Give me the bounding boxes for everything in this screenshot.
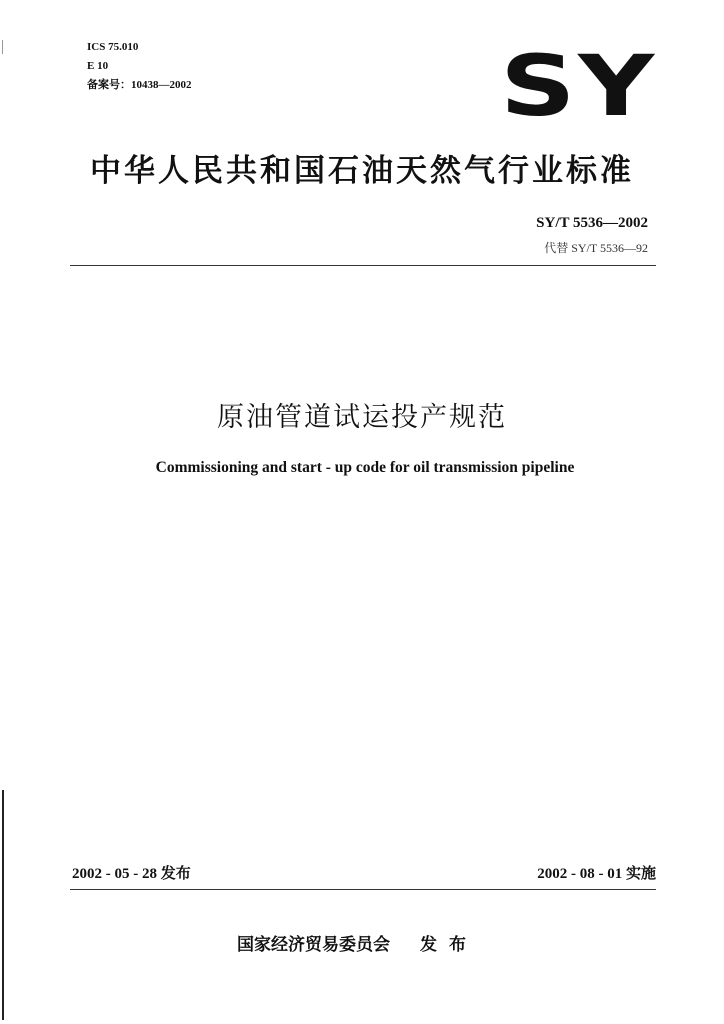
scan-edge-mark-top bbox=[2, 40, 3, 54]
sy-logo: SY bbox=[500, 37, 657, 135]
header-meta bbox=[87, 38, 192, 95]
issue-date: 2002 - 05 - 28 发布 bbox=[72, 866, 191, 882]
standard-number: SY/T 5536—2002 bbox=[536, 215, 648, 231]
bottom-divider bbox=[70, 889, 656, 890]
replaces-standard: 代替 SY/T 5536—92 bbox=[544, 241, 648, 255]
scan-edge-mark-bottom bbox=[2, 790, 4, 1020]
top-divider bbox=[70, 265, 656, 266]
record-number: 备案号：10438—2002 bbox=[87, 79, 192, 91]
ics-code: ICS 75.010 bbox=[87, 41, 139, 53]
document-title-chinese: 原油管道试运投产规范 bbox=[217, 402, 507, 433]
classification-code: E 10 bbox=[87, 60, 109, 72]
issuing-authority-title: 中华人民共和国石油天然气行业标准 bbox=[90, 153, 634, 189]
document-title-english: Commissioning and start - up code for oil transmission pipeline bbox=[155, 459, 575, 476]
publisher-name: 国家经济贸易委员会 bbox=[237, 935, 390, 955]
publisher-line bbox=[237, 930, 478, 955]
effective-date: 2002 - 08 - 01 实施 bbox=[537, 866, 656, 882]
publisher-verb: 发布 bbox=[420, 935, 478, 955]
